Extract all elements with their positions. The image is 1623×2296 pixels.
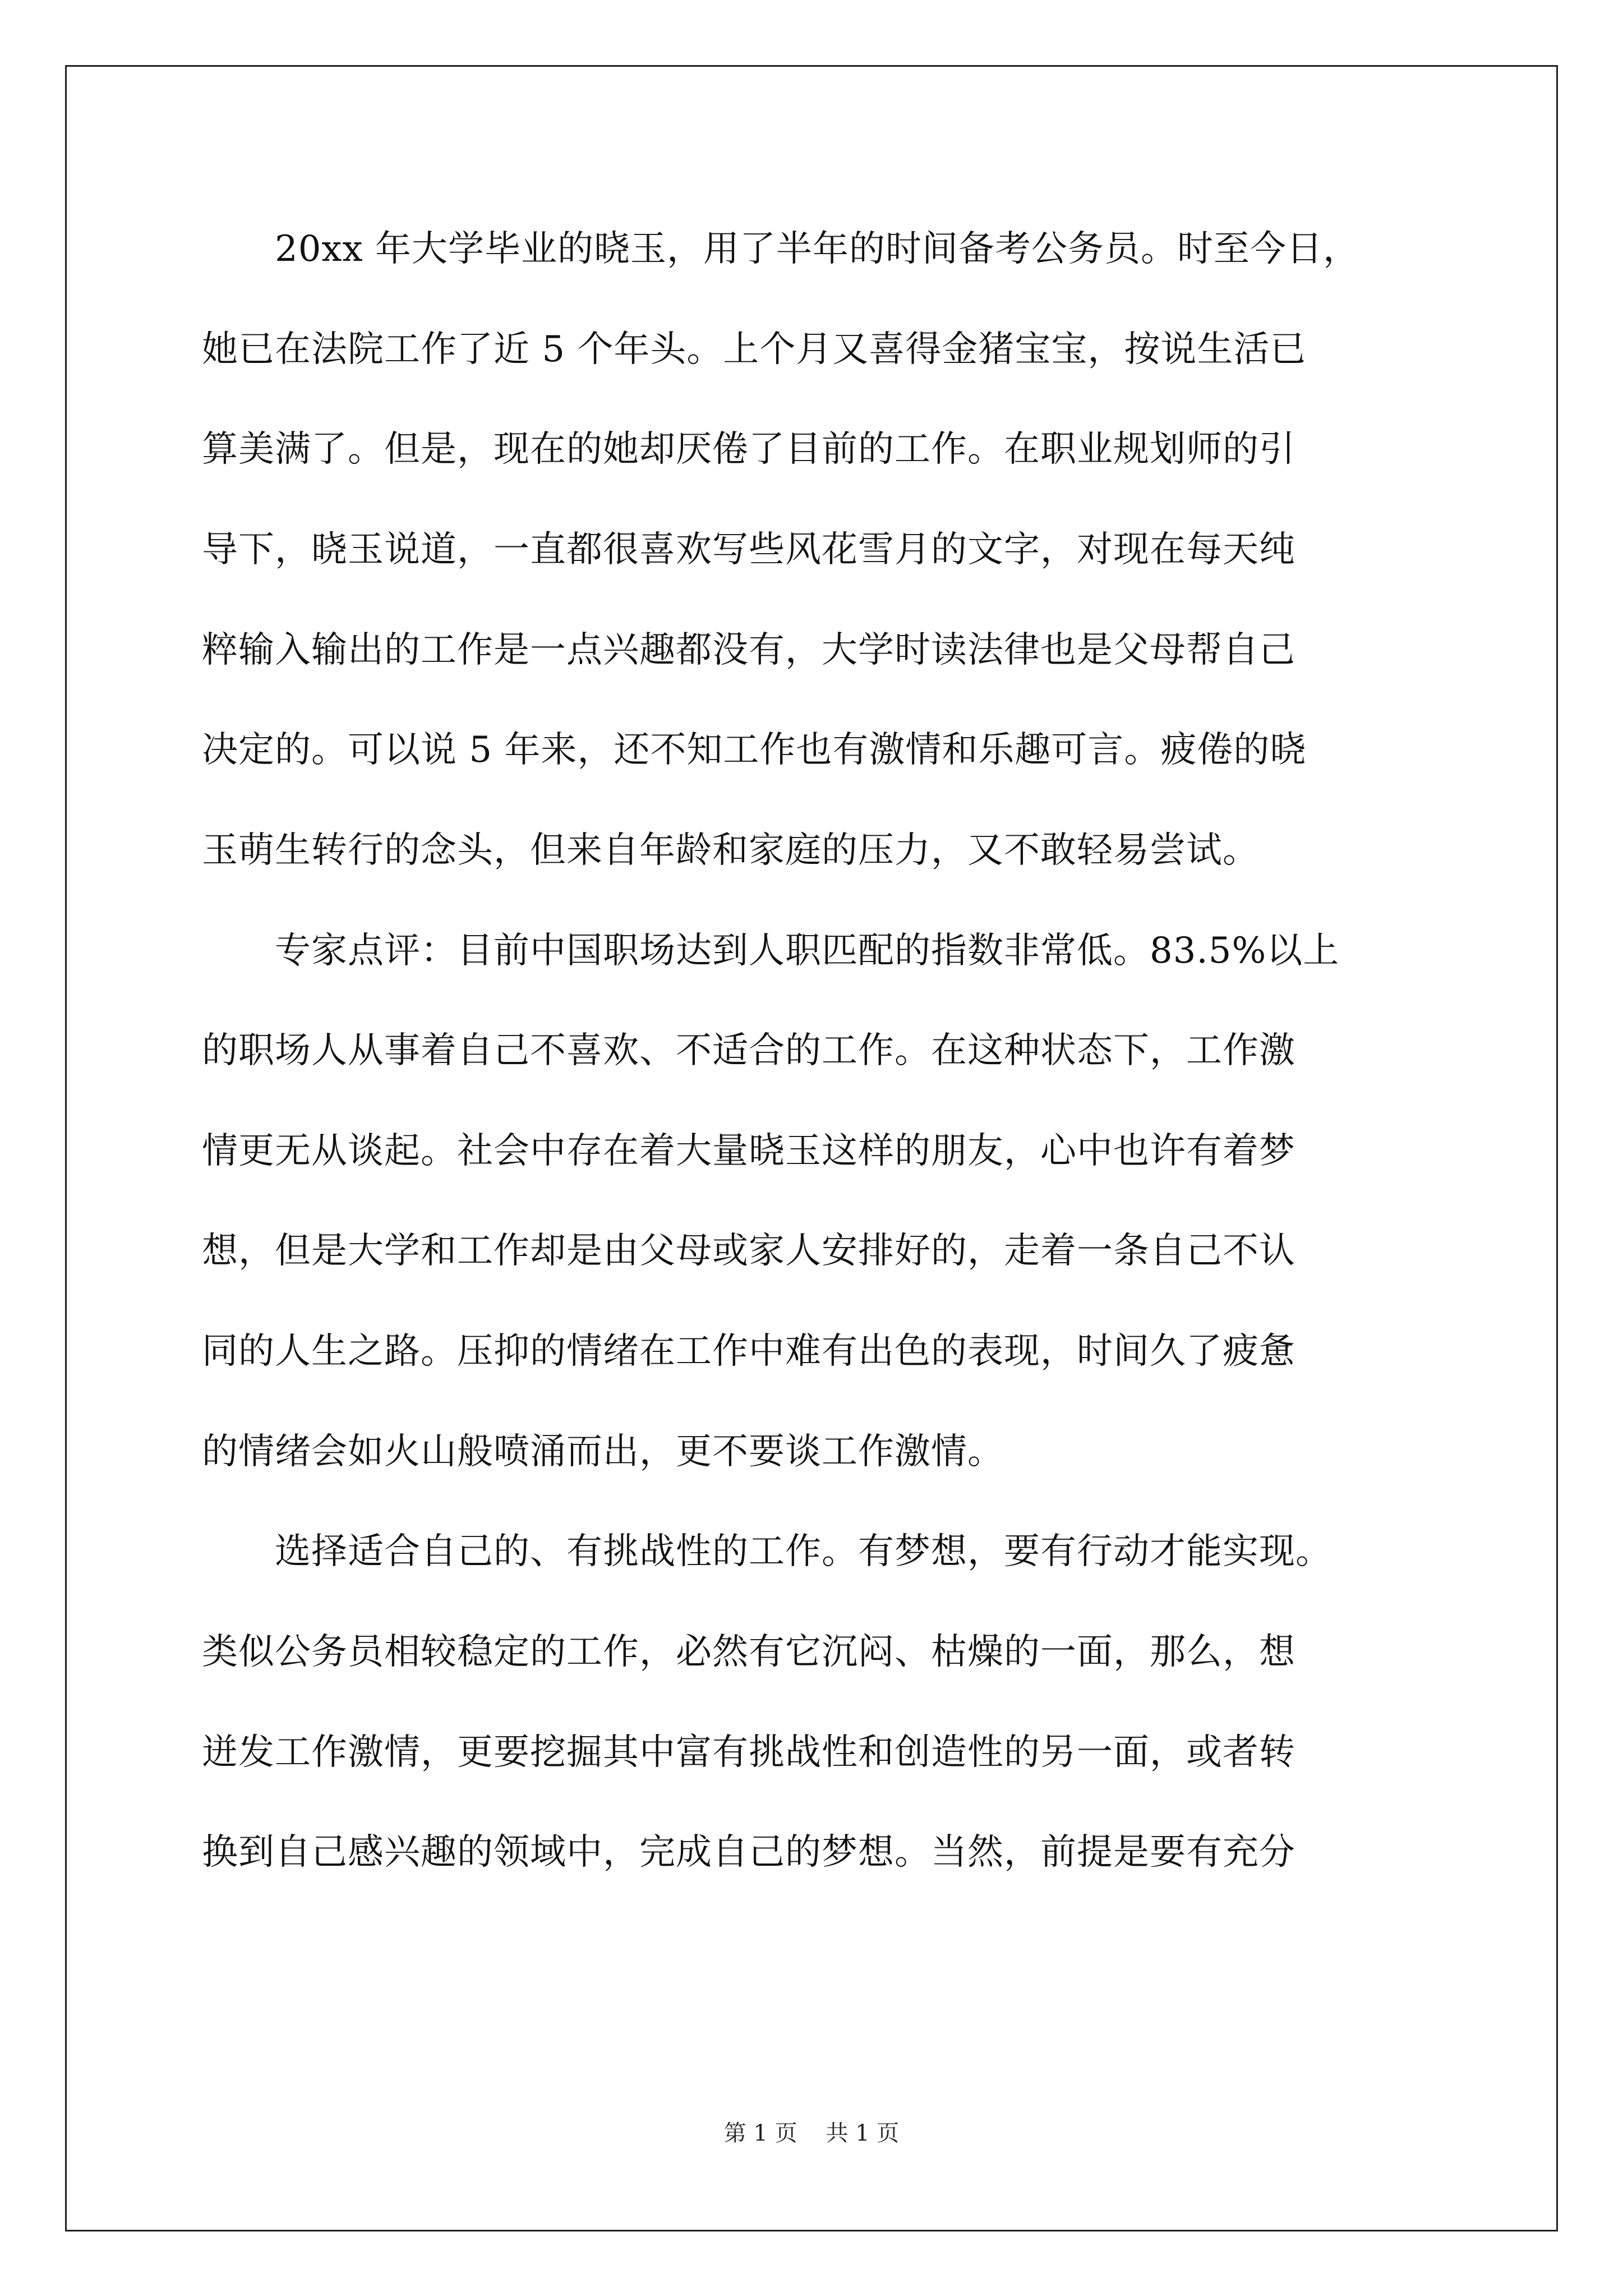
paragraph-line: 20xx 年大学毕业的晓玉，用了半年的时间备考公务员。时至今日， [202,228,1359,270]
paragraph-line: 粹输入输出的工作是一点兴趣都没有，大学时读法律也是父母帮自己 [202,629,1295,671]
paragraph-line: 的情绪会如火山般喷涌而出，更不要谈工作激情。 [202,1431,1004,1473]
paragraph-line: 类似公务员相较稳定的工作，必然有它沉闷、枯燥的一面，那么，想 [202,1631,1295,1673]
paragraph-line: 的职场人从事着自己不喜欢、不适合的工作。在这种状态下，工作激 [202,1030,1295,1071]
paragraph-line: 算美满了。但是，现在的她却厌倦了目前的工作。在职业规划师的引 [202,429,1295,470]
page-number-footer: 第 1 页 共 1 页 [723,2120,900,2146]
paragraph-line: 她已在法院工作了近 5 个年头。上个月又喜得金猪宝宝，按说生活已 [202,329,1307,370]
paragraph-line: 选择适合自己的、有挑战性的工作。有梦想，要有行动才能实现。 [202,1531,1332,1572]
paragraph-line: 迸发工作激情，更要挖掘其中富有挑战性和创造性的另一面，或者转 [202,1732,1295,1773]
paragraph-line: 专家点评：目前中国职场达到人职匹配的指数非常低。83.5%以上 [202,930,1340,972]
paragraph-line: 想，但是大学和工作却是由父母或家人安排好的，走着一条自己不认 [202,1230,1295,1272]
paragraph-line: 玉萌生转行的念头，但来自年龄和家庭的压力，又不敢轻易尝试。 [202,830,1259,871]
paragraph-line: 换到自己感兴趣的领域中，完成自己的梦想。当然，前提是要有充分 [202,1832,1295,1873]
paragraph-line: 导下，晓玉说道，一直都很喜欢写些风花雪月的文字，对现在每天纯 [202,529,1295,570]
paragraph-line: 同的人生之路。压抑的情绪在工作中难有出色的表现，时间久了疲惫 [202,1331,1295,1372]
paragraph-line: 决定的。可以说 5 年来，还不知工作也有激情和乐趣可言。疲倦的晓 [202,729,1307,771]
paragraph-line: 情更无从谈起。社会中存在着大量晓玉这样的朋友，心中也许有着梦 [202,1130,1295,1172]
